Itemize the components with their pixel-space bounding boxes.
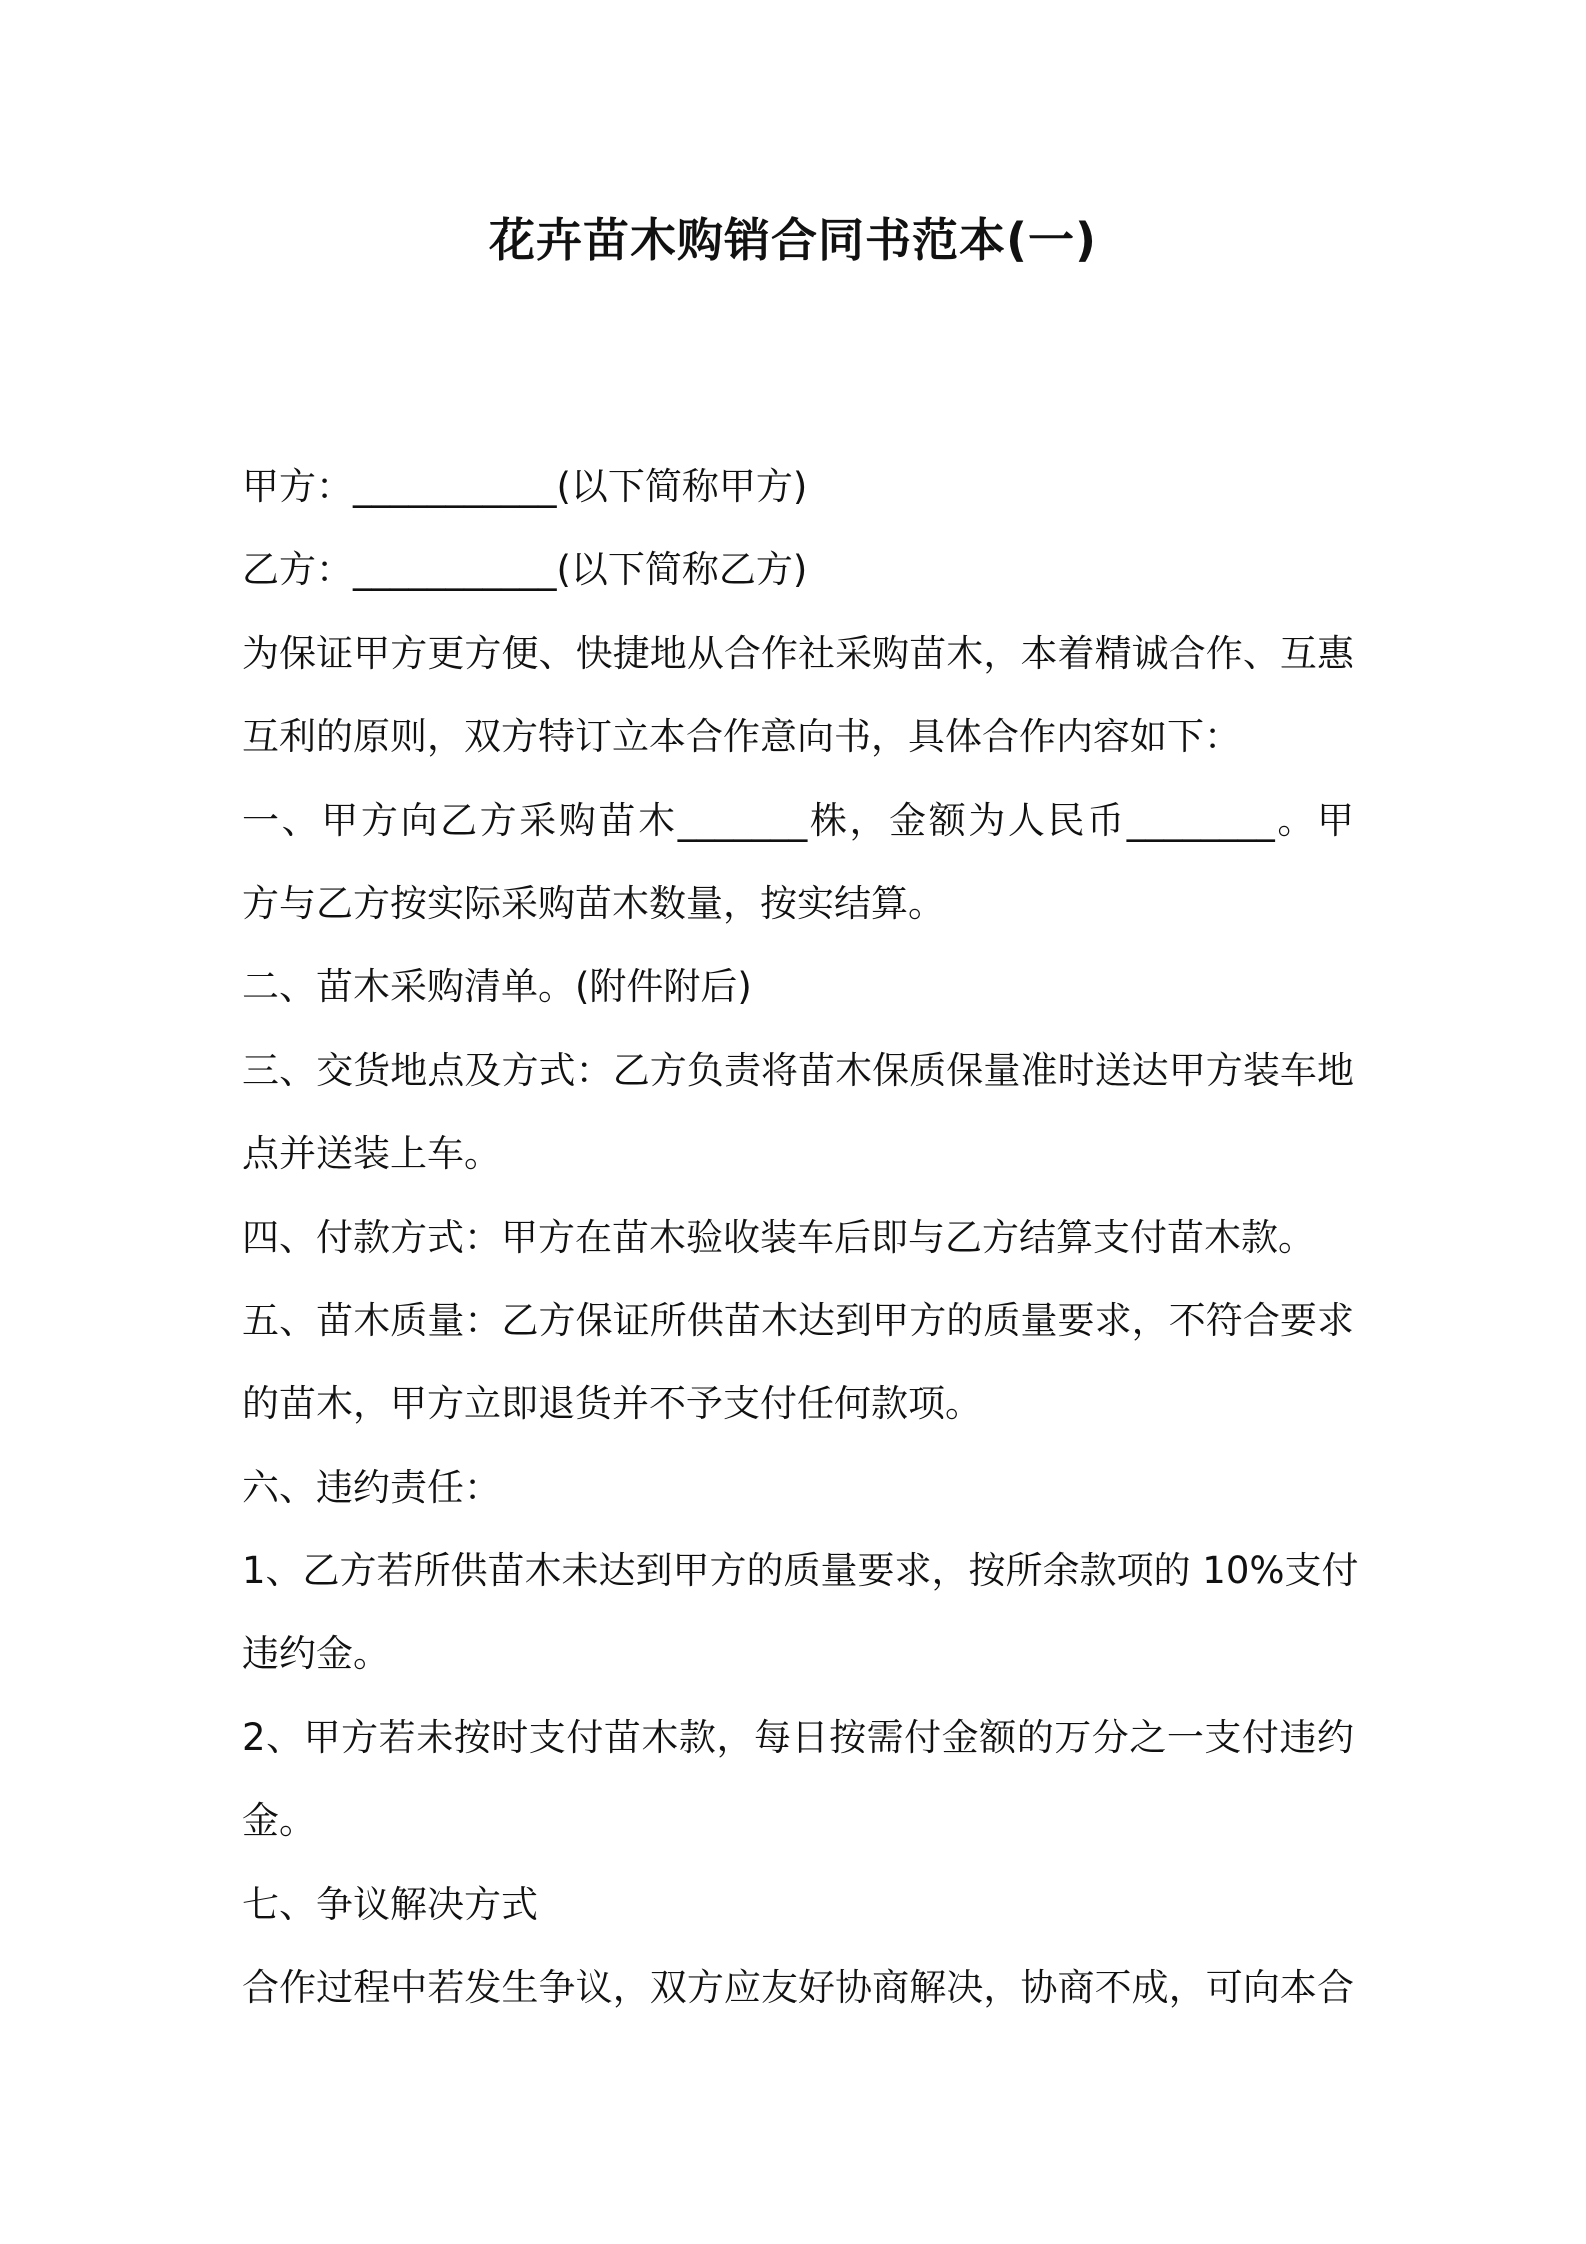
clause-6-item-2-line-1: 2、甲方若未按时支付苗木款，每日按需付金额的万分之一支付违约 <box>242 1715 1354 1759</box>
clause-5-line-2: 的苗木，甲方立即退货并不予支付任何款项。 <box>242 1382 982 1426</box>
document-title: 花卉苗木购销合同书范本(一) <box>488 213 1098 267</box>
clause-6-item-2-line-2: 金。 <box>242 1799 316 1843</box>
party-a-line: 甲方：___________(以下简称甲方) <box>242 465 808 508</box>
clause-7-line-1: 合作过程中若发生争议，双方应友好协商解决，协商不成，可向本合 <box>242 1966 1354 2010</box>
preamble-line-2: 互利的原则，双方特订立本合作意向书，具体合作内容如下： <box>242 715 1241 759</box>
clause-1-line-1: 一、甲方向乙方采购苗木_______株，金额为人民币________。甲 <box>242 798 1354 842</box>
clause-6-item-1-line-2: 违约金。 <box>242 1632 390 1676</box>
preamble-line-1: 为保证甲方更方便、快捷地从合作社采购苗木，本着精诚合作、互惠 <box>242 631 1354 675</box>
clause-3-line-1: 三、交货地点及方式：乙方负责将苗木保质保量准时送达甲方装车地 <box>242 1048 1354 1092</box>
clause-2-line: 二、苗木采购清单。(附件附后) <box>242 965 752 1009</box>
clause-1-line-2: 方与乙方按实际采购苗木数量，按实结算。 <box>242 881 945 925</box>
party-b-line: 乙方：___________(以下简称乙方) <box>242 548 808 592</box>
clause-6-item-1-line-1: 1、乙方若所供苗木未达到甲方的质量要求，按所余款项的 10%支付 <box>242 1549 1359 1593</box>
clause-7-heading: 七、争议解决方式 <box>242 1882 538 1926</box>
document-body <box>242 445 1359 2029</box>
clause-3-line-2: 点并送装上车。 <box>242 1132 501 1176</box>
clause-5-line-1: 五、苗木质量：乙方保证所供苗木达到甲方的质量要求，不符合要求 <box>242 1298 1354 1342</box>
clause-4-line: 四、付款方式：甲方在苗木验收装车后即与乙方结算支付苗木款。 <box>242 1215 1315 1259</box>
clause-6-heading: 六、违约责任： <box>242 1465 501 1509</box>
